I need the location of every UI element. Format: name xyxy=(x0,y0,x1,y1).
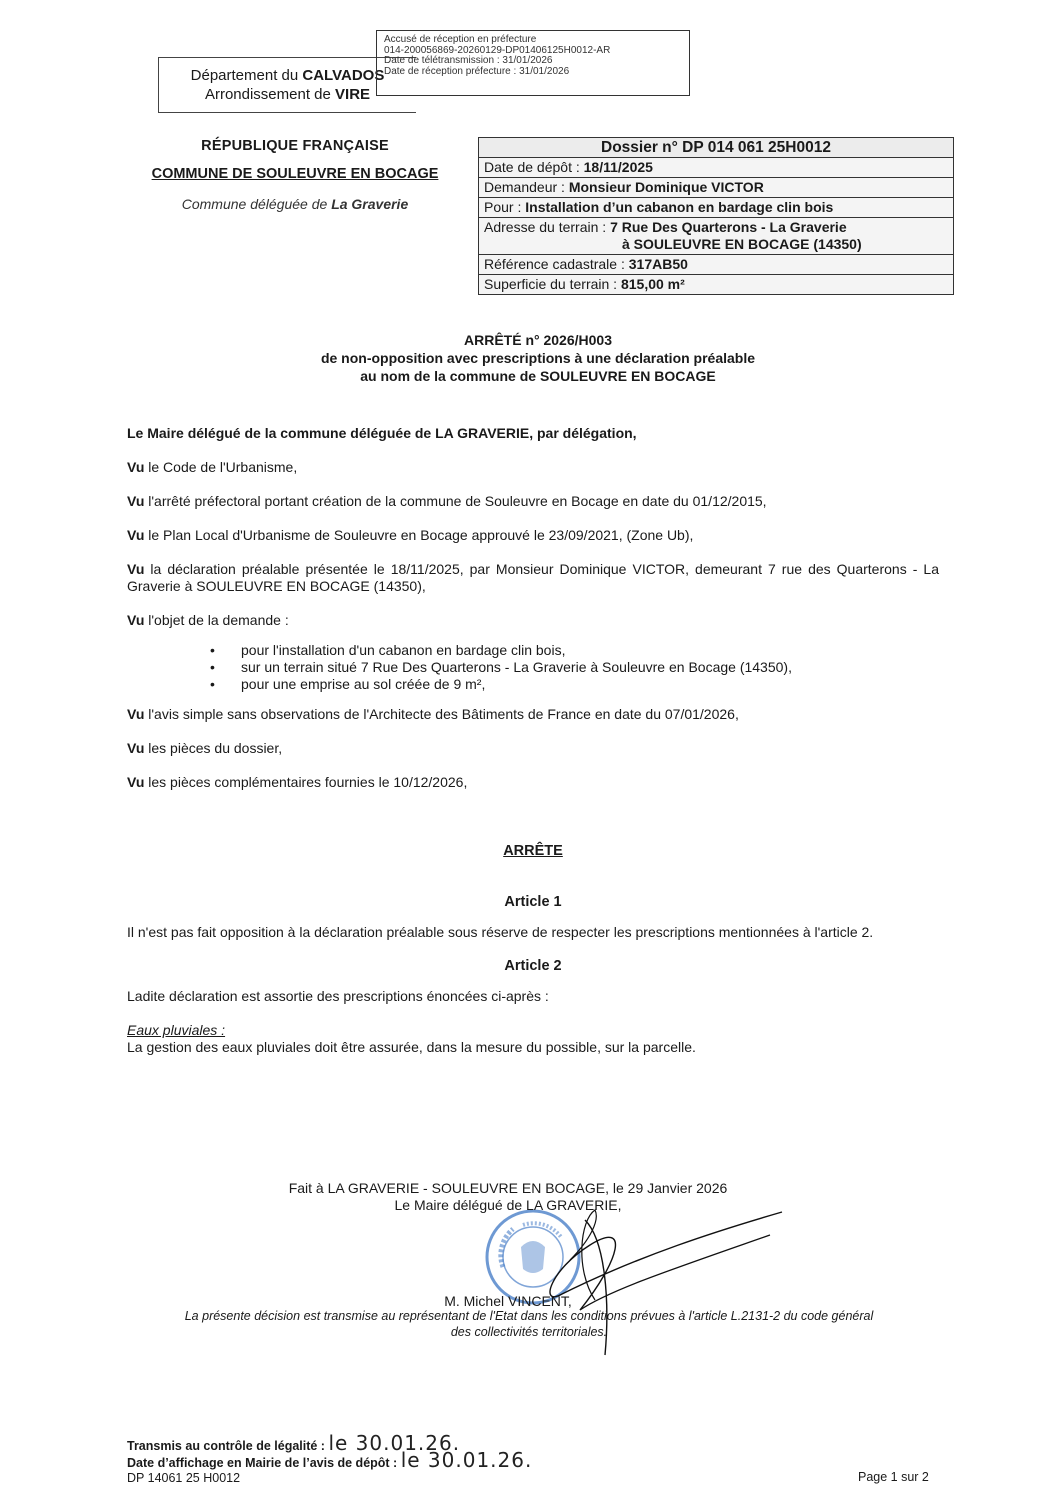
vu-objet-text: l'objet de la demande : xyxy=(144,612,289,628)
dossier-table xyxy=(478,137,954,295)
footer xyxy=(127,1431,533,1487)
objet-list xyxy=(127,642,939,693)
commune-title: COMMUNE DE SOULEUVRE EN BOCAGE xyxy=(151,166,439,182)
vu-label: Vu xyxy=(127,740,145,756)
vu-declaration xyxy=(127,561,939,595)
maire-intro: Le Maire délégué de la commune déléguée de LA GRAVERIE, par délégation, xyxy=(127,425,637,441)
accuse-line2: 014-200056869-20260129-DP01406125H0012-AR xyxy=(384,44,611,56)
vu-complementaires xyxy=(127,774,939,791)
notice-line1: La présente décision est transmise au représentant de l'Etat dans les conditions prévues à l'article L.2131-2 du code général xyxy=(184,1309,874,1323)
accuse-line1: Accusé de réception en préfecture xyxy=(384,34,537,45)
list-item: • sur un terrain situé 7 Rue Des Quarterons - La Graverie à Souleuvre en Bocage (14350), xyxy=(127,659,939,676)
demandeur-label: Demandeur : xyxy=(484,179,569,195)
vu-label: Vu xyxy=(127,612,145,628)
adresse-value2: à SOULEUVRE EN BOCAGE (14350) xyxy=(622,236,862,252)
vu-label: Vu xyxy=(127,561,145,577)
article1-title: Article 1 xyxy=(504,894,562,910)
cadastre-label: Référence cadastrale : xyxy=(484,256,629,272)
superficie-value: 815,00 m² xyxy=(620,276,685,292)
vu-pieces-text: les pièces du dossier, xyxy=(144,740,283,756)
vu-arrete xyxy=(127,493,939,510)
adresse-value1: 7 Rue Des Quarterons - La Graverie xyxy=(610,219,847,235)
vu-label: Vu xyxy=(127,527,145,543)
accuse-reception-box xyxy=(376,30,690,96)
deleguee-name: La Graverie xyxy=(331,196,409,212)
dossier-demandeur xyxy=(479,177,953,197)
republique-title: RÉPUBLIQUE FRANÇAISE xyxy=(201,138,389,154)
title-line3: au nom de la commune de SOULEUVRE EN BOCAGE xyxy=(360,368,716,384)
depot-value: 18/11/2025 xyxy=(583,159,653,175)
eaux-text: La gestion des eaux pluviales doit être assurée, dans la mesure du possible, sur la parcelle. xyxy=(127,1039,696,1055)
legal-notice xyxy=(125,1308,933,1340)
vu-label: Vu xyxy=(127,493,145,509)
dossier-superficie xyxy=(479,274,953,294)
vu-code xyxy=(127,459,939,476)
demandeur-value: Monsieur Dominique VICTOR xyxy=(568,179,764,195)
commune-deleguee xyxy=(130,196,460,212)
cadastre-value: 317AB50 xyxy=(628,256,688,272)
depot-label: Date de dépôt : xyxy=(484,159,584,175)
dossier-adresse xyxy=(479,217,953,254)
affichage-value: le 30.01.26. xyxy=(400,1448,533,1472)
arrete-title xyxy=(130,331,946,385)
fait-a: Fait à LA GRAVERIE - SOULEUVRE EN BOCAGE, le 29 Janvier 2026 xyxy=(288,1180,728,1196)
dept-prefix: Département du xyxy=(190,67,303,84)
vu-pieces xyxy=(127,740,939,757)
dossier-pour xyxy=(479,197,953,217)
vu-label: Vu xyxy=(127,459,145,475)
arr-prefix: Arrondissement de xyxy=(204,86,336,103)
vu-objet xyxy=(127,612,939,629)
left-heading xyxy=(130,138,460,212)
maire-delegue: Le Maire délégué de LA GRAVERIE, xyxy=(394,1197,622,1213)
dossier-title: Dossier n° DP 014 061 25H0012 xyxy=(479,138,953,157)
superficie-label: Superficie du terrain : xyxy=(484,276,621,292)
vu-plu-text: le Plan Local d'Urbanisme de Souleuvre en Bocage approuvé le 23/09/2021, (Zone Ub), xyxy=(144,527,694,543)
vu-label: Vu xyxy=(127,706,145,722)
list-item: • pour une emprise au sol créée de 9 m², xyxy=(127,676,939,693)
list-item: • pour l'installation d'un cabanon en bardage clin bois, xyxy=(127,642,939,659)
vu-label: Vu xyxy=(127,774,145,790)
pour-value: Installation d’un cabanon en bardage clin bois xyxy=(525,199,834,215)
vu-code-text: le Code de l'Urbanisme, xyxy=(144,459,298,475)
notice-line2: des collectivités territoriales. xyxy=(450,1325,608,1339)
footer-ref: DP 14061 25 H0012 xyxy=(127,1471,241,1485)
affichage-label: Date d’affichage en Mairie de l’avis de dépôt : xyxy=(127,1456,401,1470)
accuse-line3: Date de télétransmission : 31/01/2026 xyxy=(384,55,553,66)
article2-title: Article 2 xyxy=(504,958,562,974)
vu-declaration-text: la déclaration préalable présentée le 18/11/2025, par Monsieur Dominique VICTOR, demeurant 7 rue des Quarterons - La Graverie à SOULEUVRE EN BOCAGE (14350), xyxy=(127,561,939,594)
vu-arrete-text: l'arrêté préfectoral portant création de la commune de Souleuvre en Bocage en date du 01/12/2015, xyxy=(144,493,767,509)
transmis-label: Transmis au contrôle de légalité : xyxy=(127,1439,329,1453)
transmis-value: le 30.01.26. xyxy=(328,1431,461,1455)
dept-name: CALVADOS xyxy=(302,67,385,84)
title-line1: ARRÊTÉ n° 2026/H003 xyxy=(464,332,612,348)
vu-abf-text: l'avis simple sans observations de l'Architecte des Bâtiments de France en date du 07/01/2026, xyxy=(144,706,739,722)
dossier-cadastre xyxy=(479,254,953,274)
eaux-title: Eaux pluviales : xyxy=(127,1022,226,1038)
vu-complementaires-text: les pièces complémentaires fournies le 10/12/2026, xyxy=(144,774,468,790)
vu-abf xyxy=(127,706,939,723)
vu-plu xyxy=(127,527,939,544)
adresse-label: Adresse du terrain : xyxy=(484,219,611,235)
arr-name: VIRE xyxy=(335,86,371,103)
pour-label: Pour : xyxy=(484,199,526,215)
signatory-name: M. Michel VINCENT, xyxy=(444,1293,572,1309)
dossier-depot xyxy=(479,157,953,177)
article1-text: Il n'est pas fait opposition à la déclaration préalable sous réserve de respecter les prescriptions mentionnées à l'article 2. xyxy=(127,924,874,940)
accuse-line4: Date de réception préfecture : 31/01/2026 xyxy=(384,65,570,77)
article2-text: Ladite déclaration est assortie des prescriptions énoncées ci-après : xyxy=(127,988,549,1004)
title-line2: de non-opposition avec prescriptions à une déclaration préalable xyxy=(320,350,756,366)
document-body xyxy=(127,425,939,1056)
arrete-heading: ARRÊTE xyxy=(503,843,563,859)
page-number: Page 1 sur 2 xyxy=(858,1470,929,1484)
deleguee-prefix: Commune déléguée de xyxy=(181,196,332,212)
